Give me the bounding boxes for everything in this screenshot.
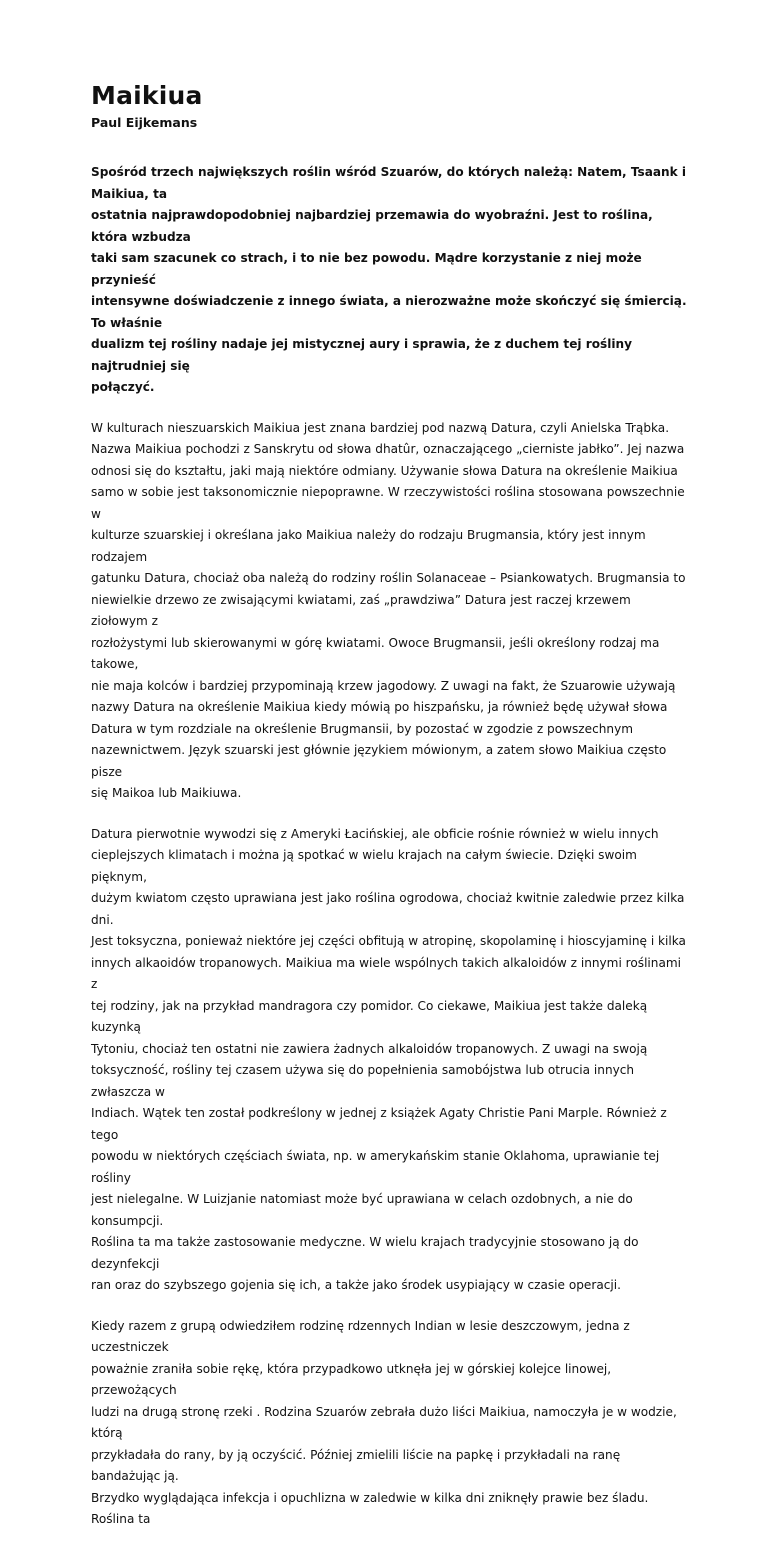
body-paragraph — [91, 418, 691, 805]
paragraph-line: kulturze szuarskiej i określana jako Maikiua należy do rodzaju Brugmansia, który jest innym rodzajem — [91, 528, 646, 564]
body-paragraph — [91, 1316, 691, 1531]
paragraph-line: Roślina ta ma także zastosowanie medyczne. W wielu krajach tradycyjnie stosowano ją do dezynfekcji — [91, 1235, 639, 1271]
paragraph-line: cieplejszych klimatach i można ją spotkać w wielu krajach na całym świecie. Dzięki swoim pięknym, — [91, 848, 637, 884]
paragraph-line: Nazwa Maikiua pochodzi z Sanskrytu od słowa dhatûr, oznaczającego „cierniste jabłko”. Jej nazwa — [91, 442, 685, 456]
document-page — [91, 80, 691, 1550]
paragraph-line: innych alkaoidów tropanowych. Maikiua ma wiele wspólnych takich alkaloidów z innymi roślinami z — [91, 955, 682, 991]
paragraph-line: tej rodziny, jak na przykład mandragora czy pomidor. Co ciekawe, Maikiua jest także daleką kuzynką — [91, 998, 648, 1034]
paragraph-line: ran oraz do szybszego gojenia się ich, a także jako środek usypiający w czasie operacji. — [91, 1278, 621, 1292]
paragraph-line: połączyć. — [91, 380, 155, 394]
paragraph-line: Indiach. Wątek ten został podkreślony w jednej z książek Agaty Christie Pani Marple. Również z tego — [91, 1106, 667, 1142]
paragraph-line: intensywne doświadczenie z innego świata, a nierozważne może skończyć się śmiercią. To właśnie — [91, 294, 687, 330]
document-author: Paul Eijkemans — [91, 115, 198, 130]
paragraph-line: jest nielegalne. W Luizjanie natomiast może być uprawiana w celach ozdobnych, a nie do konsumpcji. — [91, 1192, 633, 1228]
paragraph-line: nazwy Datura na określenie Maikiua kiedy mówią po hiszpańsku, ja również będę używał słowa — [91, 700, 668, 714]
paragraph-line: Jest toksyczna, ponieważ niektóre jej części obfitują w atropinę, skopolaminę i hioscyjaminę i kilka — [91, 934, 686, 948]
paragraph-line: dualizm tej rośliny nadaje jej mistycznej aury i sprawia, że z duchem tej rośliny najtrudniej się — [91, 337, 633, 373]
paragraph-line: dużym kwiatom często uprawiana jest jako roślina ogrodowa, chociaż kwitnie zaledwie przez kilka dni. — [91, 891, 685, 927]
paragraph-line: niewielkie drzewo ze zwisającymi kwiatami, zaś „prawdziwa” Datura jest raczej krzewem ziołowym z — [91, 592, 631, 628]
paragraph-line: gatunku Datura, chociaż oba należą do rodziny roślin Solanaceae – Psiankowatych. Brugmansia to — [91, 571, 686, 585]
lead-paragraph — [91, 162, 691, 399]
paragraph-line: taki sam szacunek co strach, i to nie bez powodu. Mądre korzystanie z niej może przynieść — [91, 251, 642, 287]
paragraph-line: nie maja kolców i bardziej przypominają krzew jagodowy. Z uwagi na fakt, że Szuarowie używają — [91, 678, 676, 693]
paragraph-line: Tytoniu, chociaż ten ostatni nie zawiera żadnych alkaloidów tropanowych. Z uwagi na swoją — [91, 1041, 648, 1056]
paragraph-line: W kulturach nieszuarskich Maikiua jest znana bardziej pod nazwą Datura, czyli Anielska Trąbka. — [91, 420, 670, 435]
paragraph-line: odnosi się do kształtu, jaki mają niektóre odmiany. Używanie słowa Datura na określenie Maikiua — [91, 463, 678, 478]
paragraph-line: Brzydko wyglądająca infekcja i opuchlizna w zaledwie w kilka dni zniknęły prawie bez śladu. Roślina ta — [91, 1490, 649, 1526]
paragraph-line: samo w sobie jest taksonomicznie niepoprawne. W rzeczywistości roślina stosowana powszechnie w — [91, 485, 685, 521]
paragraph-line: toksyczność, rośliny tej czasem używa się do popełnienia samobójstwa lub otrucia innych zwłaszcza w — [91, 1063, 635, 1099]
paragraph-line: Datura pierwotnie wywodzi się z Ameryki Łacińskiej, ale obficie rośnie również w wielu innych — [91, 826, 659, 841]
paragraph-line: Kiedy razem z grupą odwiedziłem rodzinę rdzennych Indian w lesie deszczowym, jedna z uczestniczek — [91, 1318, 630, 1354]
paragraph-line: powodu w niektórych częściach świata, np. w amerykańskim stanie Oklahoma, uprawianie tej rośliny — [91, 1149, 660, 1185]
paragraph-line: Spośród trzech największych roślin wśród Szuarów, do których należą: Natem, Tsaank i Maikiua, ta — [91, 165, 687, 201]
paragraph-line: przykładała do rany, by ją oczyścić. Później zmielili liście na papkę i przykładali na ranę bandażując ją. — [91, 1447, 621, 1483]
paragraph-line: nazewnictwem. Język szuarski jest głównie językiem mówionym, a zatem słowo Maikiua często pisze — [91, 743, 667, 779]
paragraph-line: poważnie zraniła sobie rękę, która przypadkowo utknęła jej w górskiej kolejce linowej, przewożących — [91, 1361, 612, 1397]
document-body — [91, 162, 691, 1531]
document-title: Maikiua — [91, 81, 203, 110]
paragraph-line: ostatnia najprawdopodobniej najbardziej przemawia do wyobraźni. Jest to roślina, która wzbudza — [91, 208, 653, 244]
paragraph-line: rozłożystymi lub skierowanymi w górę kwiatami. Owoce Brugmansii, jeśli określony rodzaj ma takowe, — [91, 635, 660, 671]
paragraph-line: Datura w tym rozdziale na określenie Brugmansii, by pozostać w zgodzie z powszechnym — [91, 721, 634, 736]
paragraph-line: się Maikoa lub Maikiuwa. — [91, 786, 242, 800]
paragraph-line: ludzi na drugą stronę rzeki . Rodzina Szuarów zebrała dużo liści Maikiua, namoczyła je w wodzie, którą — [91, 1404, 677, 1440]
body-paragraph — [91, 824, 691, 1297]
